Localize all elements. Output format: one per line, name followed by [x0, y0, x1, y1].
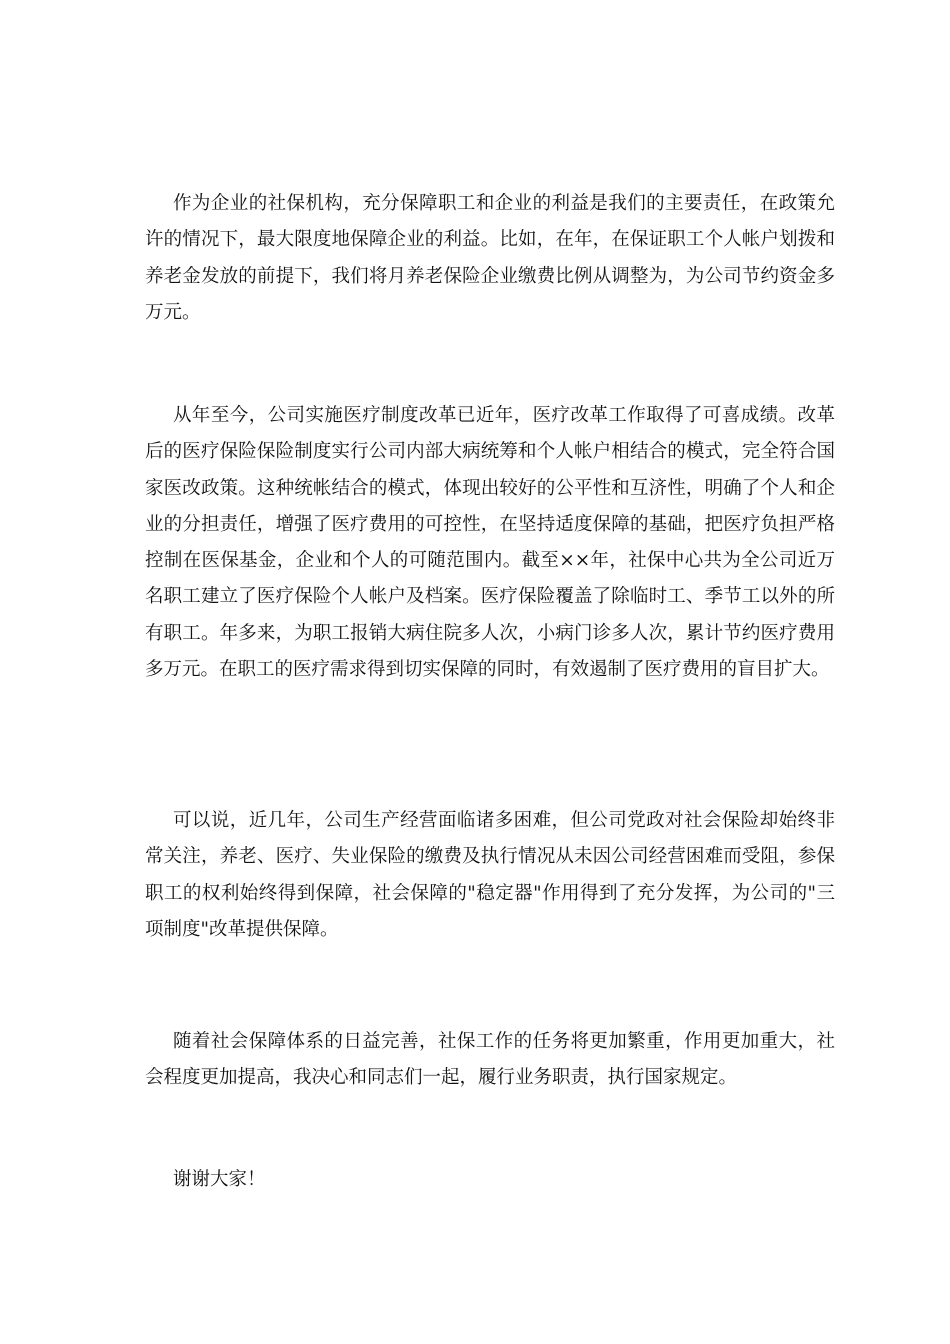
paragraph-medical-reform: 从年至今，公司实施医疗制度改革已近年，医疗改革工作取得了可喜成绩。改革后的医疗保险保险制度实行公司内部大病统筹和个人帐户相结合的模式，完全符合国家医改政策。这种统帐结合的模式，体现出较好的公平性和互济性，明确了个人和企业的分担责任，增强了医疗费用的可控性，在坚持适度保障的基础，把医疗负担严格控制在医保基金，企业和个人的可随范围内。截至××年，社保中心共为全公司近万名职工建立了医疗保险个人帐户及档案。医疗保险覆盖了除临时工、季节工以外的所有职工。年多来，为职工报销大病住院多人次，小病门诊多人次，累计节约医疗费用多万元。在职工的医疗需求得到切实保障的同时，有效遏制了医疗费用的盲目扩大。	[145, 405, 835, 681]
paragraph-social-security-role: 作为企业的社保机构，充分保障职工和企业的利益是我们的主要责任，在政策允许的情况下，最大限度地保障企业的利益。比如，在年，在保证职工个人帐户划拨和养老金发放的前提下，我们将月养老保险企业缴费比例从调整为，为公司节约资金多万元。	[145, 193, 835, 323]
paragraph-closing-thanks: 谢谢大家！	[173, 1169, 266, 1190]
paragraph-company-support: 可以说，近几年，公司生产经营面临诸多困难，但公司党政对社会保险却始终非常关注，养老、医疗、失业保险的缴费及执行情况从未因公司经营困难而受阻，参保职工的权利始终得到保障，社会保障的"稳定器"作用得到了充分发挥，为公司的"三项制度"改革提供保障。	[145, 810, 835, 940]
paragraph-future-commitment: 随着社会保障体系的日益完善，社保工作的任务将更加繁重，作用更加重大，社会程度更加提高，我决心和同志们一起，履行业务职责，执行国家规定。	[145, 1031, 835, 1089]
